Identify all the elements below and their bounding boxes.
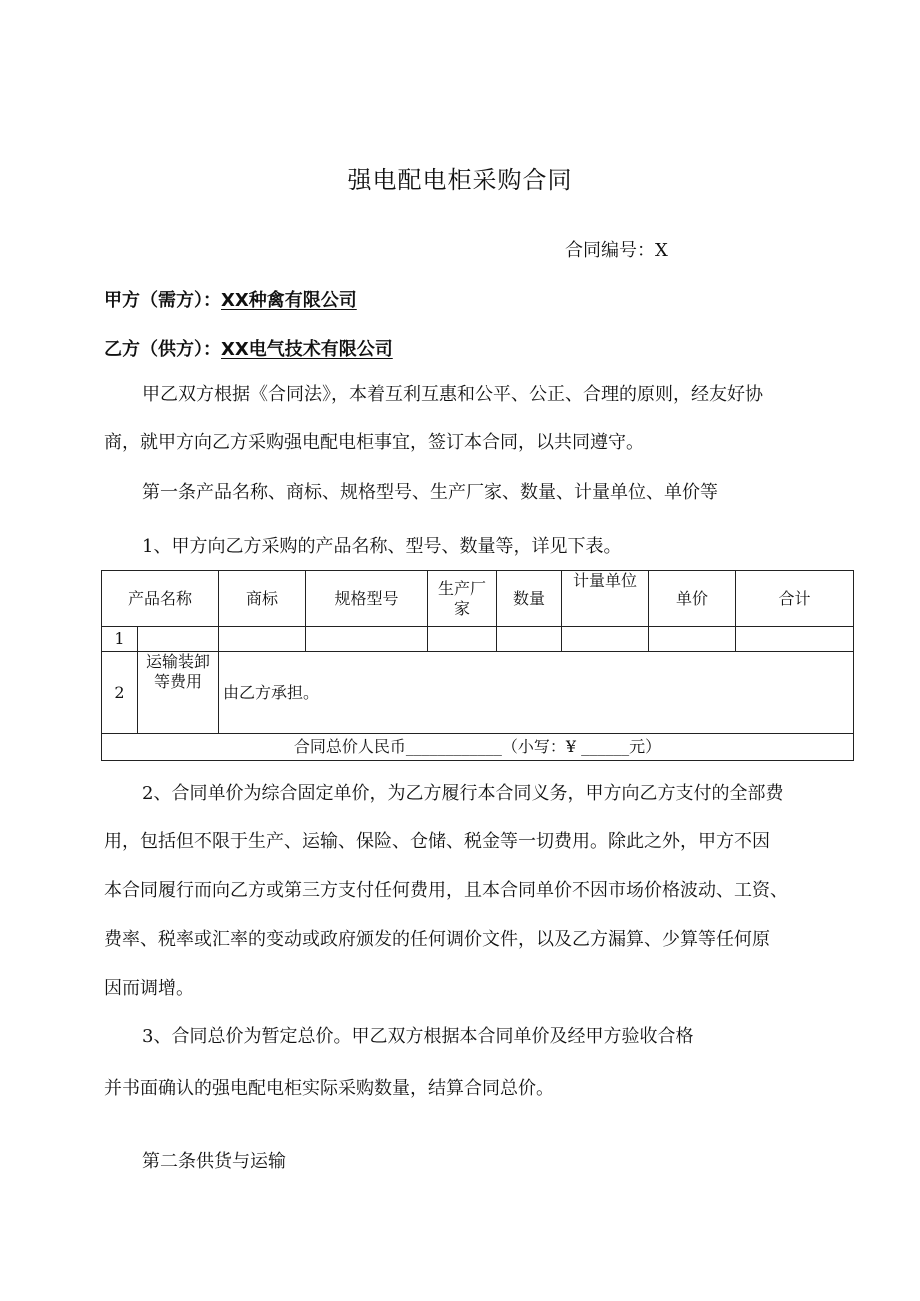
clause-2-line-2: 用，包括但不限于生产、运输、保险、仓储、税金等一切费用。除此之外，甲方不因 <box>104 831 770 852</box>
table-total-row <box>102 734 854 761</box>
clause-1: 1、甲方向乙方采购的产品名称、型号、数量等，详见下表。 <box>142 536 622 557</box>
total-price-cell: 合同总价人民币____________（小写：¥ ______元） <box>102 734 854 761</box>
row-2-index: 2 <box>102 652 138 734</box>
table-row <box>102 652 854 734</box>
party-a-name: XX种禽有限公司 <box>221 290 357 311</box>
row-2-item <box>138 652 219 734</box>
row-1-manufacturer <box>428 627 497 652</box>
header-quantity: 数量 <box>497 571 562 627</box>
clause-3-line-1: 3、合同总价为暂定总价。甲乙双方根据本合同单价及经甲方验收合格 <box>142 1026 694 1047</box>
party-b-name: XX电气技术有限公司 <box>221 339 393 360</box>
contract-number-label: 合同编号： <box>565 240 655 261</box>
row-1-unit <box>562 627 649 652</box>
header-trademark: 商标 <box>219 571 306 627</box>
party-a-label: 甲方（需方）： <box>104 290 221 311</box>
clause-3-line-2: 并书面确认的强电配电柜实际采购数量，结算合同总价。 <box>104 1078 554 1099</box>
row-1-trademark <box>219 627 306 652</box>
intro-paragraph-line-1: 甲乙双方根据《合同法》，本着互利互惠和公平、公正、合理的原则，经友好协 <box>142 384 763 405</box>
header-manufacturer-line-1: 生产厂 <box>438 578 487 598</box>
clause-2-line-4: 费率、税率或汇率的变动或政府颁发的任何调价文件，以及乙方漏算、少算等任何原 <box>104 929 770 950</box>
row-2-item-line-1: 运输装卸 <box>146 652 211 671</box>
table-row <box>102 627 854 652</box>
header-product-name: 产品名称 <box>102 571 219 627</box>
header-unit-price: 单价 <box>649 571 736 627</box>
row-1-total <box>736 627 854 652</box>
table-header-row <box>102 571 854 627</box>
row-1-index: 1 <box>102 627 138 652</box>
contract-number <box>565 236 668 262</box>
contract-number-value: X <box>655 240 668 261</box>
header-unit: 计量单位 <box>562 571 649 627</box>
article-1-heading: 第一条产品名称、商标、规格型号、生产厂家、数量、计量单位、单价等 <box>142 482 718 503</box>
row-2-note: 由乙方承担。 <box>219 652 854 734</box>
row-1-spec <box>306 627 428 652</box>
row-1-product <box>138 627 219 652</box>
row-2-item-line-2: 等费用 <box>154 672 203 691</box>
header-total: 合计 <box>736 571 854 627</box>
party-a <box>104 286 357 312</box>
header-spec-model: 规格型号 <box>306 571 428 627</box>
product-table <box>101 570 854 761</box>
party-b <box>104 335 393 361</box>
clause-2-line-3: 本合同履行而向乙方或第三方支付任何费用，且本合同单价不因市场价格波动、工资、 <box>104 880 788 901</box>
party-b-label: 乙方（供方）： <box>104 339 221 360</box>
clause-2-line-1: 2、合同单价为综合固定单价，为乙方履行本合同义务，甲方向乙方支付的全部费 <box>142 783 784 804</box>
clause-2-line-5: 因而调增。 <box>104 978 194 999</box>
row-1-price <box>649 627 736 652</box>
article-2-heading: 第二条供货与运输 <box>142 1151 286 1172</box>
intro-paragraph-line-2: 商，就甲方向乙方采购强电配电柜事宜，签订本合同，以共同遵守。 <box>104 432 644 453</box>
document-title: 强电配电柜采购合同 <box>347 166 573 194</box>
row-1-quantity <box>497 627 562 652</box>
header-manufacturer-line-2: 家 <box>454 598 471 618</box>
header-manufacturer <box>428 571 497 627</box>
